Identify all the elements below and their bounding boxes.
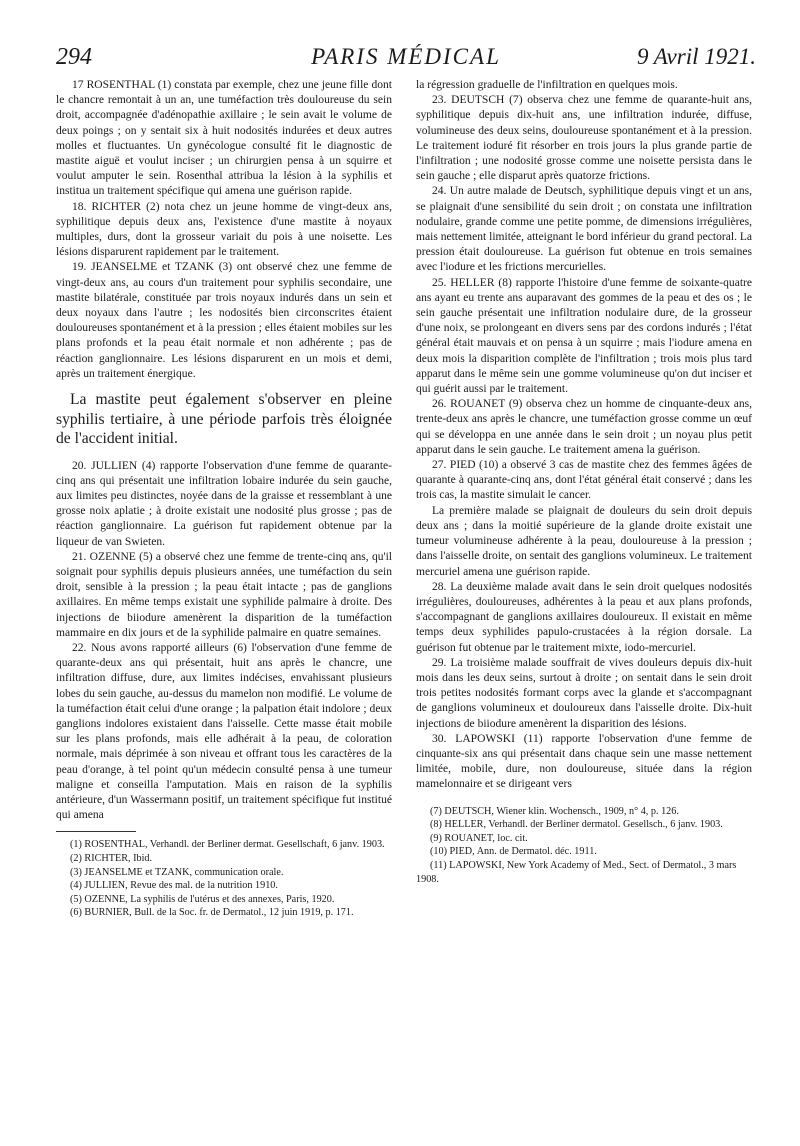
paragraph-first-patient: La première malade se plaignait de douleurs du sein droit depuis deux ans ; dans la moitié supérieure de la glande droite existait une tumeur volumineuse adhérente à la peau, douloureuse à la pression ; dans l'aisselle droite, on sentait des ganglions volumineux. Le traitement mercuriel amena une guérison rapide. xyxy=(416,504,752,578)
paragraph-obs-17: 17 ROSENTHAL (1) constata par exemple, chez une jeune fille dont le chancre remontait à un an, une tuméfaction très douloureuse du sein droit, accompagnée d'adénopathie axillaire ; le sein avait le volume de deux poings ; on y sentait six à huit nodosités indurées et deux autres molles et fluctuantes. Un gynécologue consulté fit le diagnostic de mastite aiguë et voulut inciser ; un chirurgien pensa à un squirre et voulut amputer le sein. Rosenthal attribua la lésion à la syphilis et institua un traitement spécifique qui amena une guérison rapide. xyxy=(56,79,392,198)
footnote-8: (8) HELLER, Verhandl. der Berliner dermatol. Gesellsch., 6 janv. 1903. xyxy=(430,819,723,831)
paragraph-obs-30: 30. LAPOWSKI (11) rapporte l'observation d'une femme de cinquante-six ans qui présentait dans chaque sein une masse nettement limitée, mobile, dure, non douloureuse, située dans la région mamelonnaire et se dirigeant vers xyxy=(416,732,752,791)
journal-title: PARIS MÉDICAL xyxy=(311,44,501,69)
paragraph-obs-20: 20. JULLIEN (4) rapporte l'observation d'une femme de quarante-cinq ans qui présentait une infiltration lobaire indurée du sein gauche, aux limites peu distinctes, noyée dans de la graisse et ressemblant à une grosse noix aplatie ; à droite existait une nodosité plus grosse ; pas de réaction ganglionnaire. La guérison fut rapidement obtenue par la liqueur de van Swieten. xyxy=(56,459,392,548)
footnote-1: (1) ROSENTHAL, Verhandl. der Berliner dermat. Gesellschaft, 6 janv. 1903. xyxy=(70,839,385,851)
paragraph-obs-29: 29. La troisième malade souffrait de vives douleurs depuis dix-huit mois dans les deux seins, surtout à droite ; on sentait dans le sein droit trois petites nodosités formant corps avec la glande et s'accompagnant de ganglions volumineux et douloureux dans l'aisselle droite. Dix-huit injections de biiodure amenèrent la disparition des lésions. xyxy=(416,656,752,730)
paragraph-obs-21: 21. OZENNE (5) a observé chez une femme de trente-cinq ans, qu'il soignait pour syphilis depuis plusieurs années, une tuméfaction du sein droit, sensible à la pression ; la peau était intacte ; pas de ganglions axillaires. En même temps existait une syphilide palmaire à droite. Des injections de biiodure amenèrent la disparition de la tuméfaction mammaire en dix jours et de la syphilide palmaire en quatre semaines. xyxy=(56,550,392,639)
paragraph-obs-24: 24. Un autre malade de Deutsch, syphilitique depuis vingt et un ans, se plaignait d'une sensibilité du sein droit ; on constata une infiltration nodulaire, grande comme une petite pomme, de dimensions irrégulières, mais nettement limitée, atteignant le bord inférieur du grand pectoral. La pression était douloureuse. La guérison fut obtenue en trois semaines avec l'iodure et les frictions mercurielles. xyxy=(416,185,753,274)
paragraph-obs-18: 18. RICHTER (2) nota chez un jeune homme de vingt-deux ans, syphilitique depuis deux ans, l'existence d'une mastite à noyaux multiples, durs, dont la grosseur variait du pois à une noisette. Les lésions disparurent rapidement par le traitement. xyxy=(56,200,392,259)
footnote-5: (5) OZENNE, La syphilis de l'utérus et des annexes, Paris, 1920. xyxy=(70,893,335,905)
footnote-9: (9) ROUANET, loc. cit. xyxy=(430,832,528,844)
left-footnotes xyxy=(56,838,392,920)
paragraph-obs-27: 27. PIED (10) a observé 3 cas de mastite chez des femmes âgées de quarante à quarante-cinq ans, dont l'état général était conservé ; dans les trois cas, la mastite simulait le cancer. xyxy=(416,459,752,502)
left-column xyxy=(56,78,392,920)
footnote-2: (2) RICHTER, Ibid. xyxy=(70,853,153,865)
paragraph-obs-25: 25. HELLER (8) rapporte l'histoire d'une femme de soixante-quatre ans ayant eu trente ans auparavant des gommes de la peau et des os ; le sein gauche présentait une infiltration nodulaire dure, de la grosseur d'une noix, se prolongeant en divers sens par des cordons indurés ; l'état général était mauvais et on pensa à un squirre ; mais l'iodure amena en deux mois la disparition complète de l'infiltration ; trois mois plus tard apparut dans le même sein une gomme volumineuse qu'on dut inciser et qui guérit aussi par le traitement. xyxy=(416,276,752,396)
paragraph-obs-26: 26. ROUANET (9) observa chez un homme de cinquante-deux ans, trente-deux ans après le chancre, une tuméfaction grosse comme un œuf qui se développa en une année dans le sein droit ; un noyau plus petit apparut dans le sein gauche. Le traitement amena la guérison. xyxy=(416,398,752,456)
paragraph-obs-23: 23. DEUTSCH (7) observa chez une femme de quarante-huit ans, syphilitique depuis dix-huit ans, une infiltration indurée, diffuse, volumineuse des deux seins, douloureuse spontanément et à la pression. Le traitement ioduré fit résorber en trois jours la plus grande partie de l'infiltration ; une nodosité grosse comme une noisette persista dans le sein gauche ; elle disparut après quatorze frictions. xyxy=(416,94,752,183)
right-footnotes xyxy=(416,805,752,887)
footnote-10: (10) PIED, Ann. de Dermatol. déc. 1911. xyxy=(430,846,597,858)
footnote-4: (4) JULLIEN, Revue des mal. de la nutrition 1910. xyxy=(70,880,278,892)
footnote-divider xyxy=(56,831,136,832)
page-number: 294 xyxy=(56,44,92,70)
paragraph-obs-22-continued: la régression graduelle de l'infiltration en quelques mois. xyxy=(416,79,678,91)
paragraph-obs-28: 28. La deuxième malade avait dans le sein droit quelques nodosités irrégulières, douloureuses, adhérentes à la peau et aux plans profonds, s'accompagnant de ganglions axillaires douloureux. Il existait en même temps deux syphilides papulo-crustacées à la région dorsale. La guérison fut obtenue par le traitement mixte, iodo-mercuriel. xyxy=(416,580,752,654)
paragraph-obs-22: 22. Nous avons rapporté ailleurs (6) l'observation d'une femme de quarante-deux ans qui présentait, huit ans après le chancre, une infiltration diffuse, dure, aux limites indécises, envahissant plusieurs lobes du sein gauche, au-dessus du mamelon non modifié. Le volume de la tuméfaction était celui d'une orange ; la palpation était indolore ; deux ganglions indolores existaient dans l'aisselle. Cette masse était mobile sur les plans profonds, mais elle adhérait à la peau, de coloration normale, mais déprimée à son niveau et offrant tous les caractères de la peau d'orange, à tel point qu'un médecin consulté pensa à une tumeur maligne et conseilla l'amputation. Mais en raison de la syphilis antérieure, d'un Wassermann positif, un traitement spécifique fut institué qui amena xyxy=(56,642,392,822)
footnote-11: (11) LAPOWSKI, New York Academy of Med., Sect. of Dermatol., 3 mars 1908. xyxy=(416,859,737,885)
paragraph-obs-19: 19. JEANSELME et TZANK (3) ont observé chez une femme de vingt-deux ans, au cours d'un traitement pour syphilis secondaire, une mastite bilatérale, constituée par trois noyaux indurés dans un sein et deux noyaux dans l'autre ; les nodosités bien circonscrites étaient douloureuses spontanément et à la pression ; elles étaient mobiles sur les plans profonds et la peau était normale et non adhérente ; pas de réaction ganglionnaire. Les lésions disparurent en un mois et demi, après un traitement énergique. xyxy=(56,261,392,380)
page-header xyxy=(56,44,756,74)
issue-date: 9 Avril 1921. xyxy=(636,44,756,69)
paragraph-tertiary-intro: La mastite peut également s'observer en pleine syphilis tertiaire, à une période parfois très éloignée de l'accident initial. xyxy=(56,391,392,448)
footnote-3: (3) JEANSELME et TZANK, communication orale. xyxy=(70,866,284,878)
footnote-6: (6) BURNIER, Bull. de la Soc. fr. de Dermatol., 12 juin 1919, p. 171. xyxy=(70,907,354,919)
footnote-7: (7) DEUTSCH, Wiener klin. Wochensch., 1909, n° 4, p. 126. xyxy=(430,805,679,817)
right-column xyxy=(416,78,752,886)
